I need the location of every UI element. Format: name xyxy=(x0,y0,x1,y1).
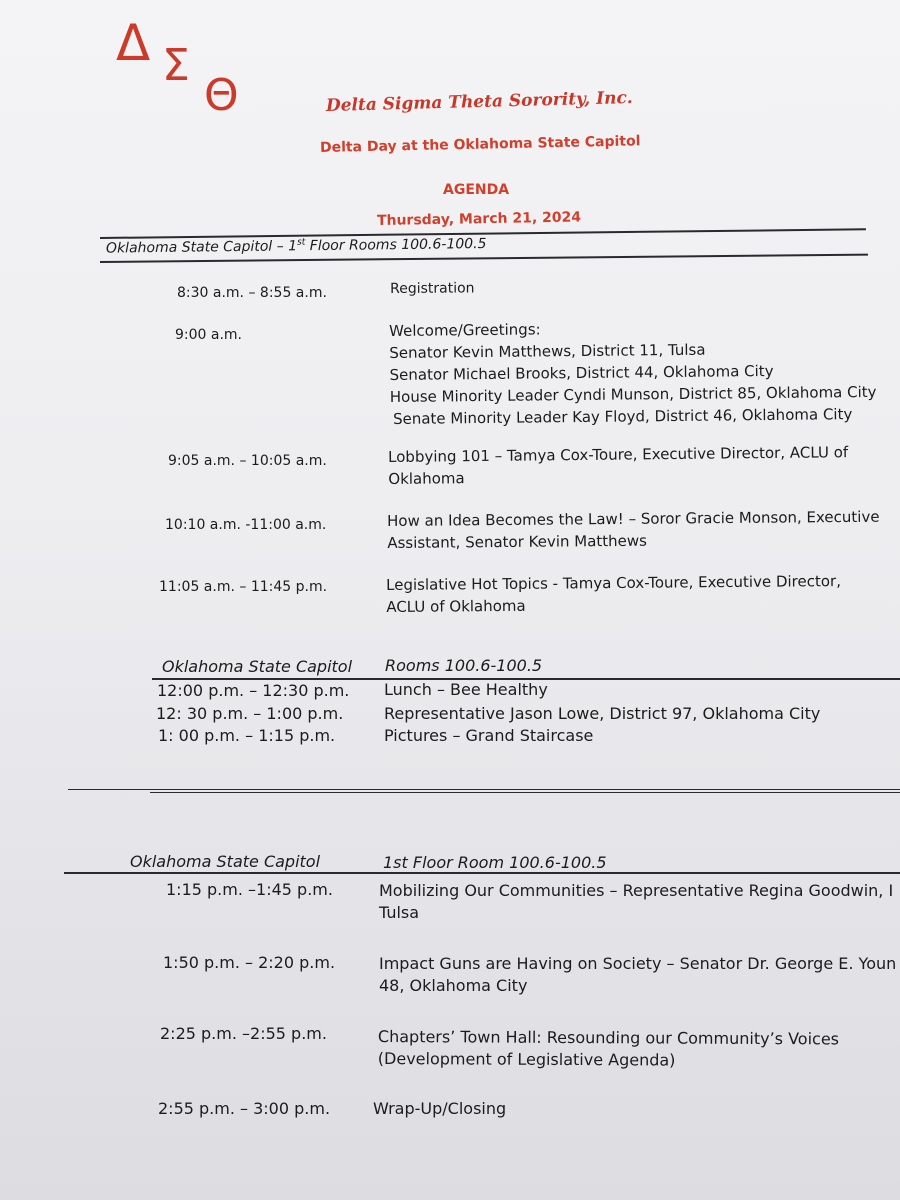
greek-letter-delta: Δ xyxy=(116,14,151,72)
section2-rooms: Rooms 100.6-100.5 xyxy=(385,656,543,675)
agenda-desc xyxy=(387,506,880,554)
agenda-label: AGENDA xyxy=(443,182,510,198)
location-prefix: Oklahoma State Capitol – 1 xyxy=(105,238,298,257)
agenda-line: Registration xyxy=(390,280,475,297)
agenda-line: House Minority Leader Cyndi Munson, District 85, Oklahoma City xyxy=(389,382,877,406)
agenda-time: 12:00 p.m. – 12:30 p.m. xyxy=(157,681,350,700)
agenda-time: 12: 30 p.m. – 1:00 p.m. xyxy=(156,704,344,723)
agenda-line: Chapters’ Town Hall: Resounding our Community’s Voices xyxy=(377,1027,840,1049)
agenda-line: Senate Minority Leader Kay Floyd, District 46, Oklahoma City xyxy=(392,405,853,428)
agenda-line: Senator Michael Brooks, District 44, Oklahoma City xyxy=(389,361,774,384)
agenda-desc: Pictures – Grand Staircase xyxy=(384,726,594,745)
agenda-desc xyxy=(388,441,848,490)
divider-line xyxy=(150,792,900,793)
agenda-line: Assistant, Senator Kevin Matthews xyxy=(387,531,648,552)
event-title: Delta Day at the Oklahoma State Capitol xyxy=(319,133,641,156)
agenda-line: Wrap-Up/Closing xyxy=(373,1099,507,1118)
agenda-time: 11:05 a.m. – 11:45 p.m. xyxy=(159,579,328,595)
agenda-line: Tulsa xyxy=(379,903,420,922)
agenda-time: 1:50 p.m. – 2:20 p.m. xyxy=(163,953,336,972)
greek-letter-sigma: Σ xyxy=(162,40,190,91)
agenda-time: 2:55 p.m. – 3:00 p.m. xyxy=(158,1099,331,1118)
agenda-desc xyxy=(386,570,841,618)
agenda-time: 9:05 a.m. – 10:05 a.m. xyxy=(168,453,327,469)
agenda-line: Lobbying 101 – Tamya Cox-Toure, Executive Director, ACLU of xyxy=(388,443,849,466)
agenda-line: Oklahoma xyxy=(388,469,465,488)
divider-line xyxy=(68,789,900,790)
section3-rooms: 1st Floor Room 100.6-100.5 xyxy=(383,853,607,872)
agenda-desc xyxy=(373,1098,506,1120)
agenda-desc xyxy=(379,953,900,997)
agenda-desc: Representative Jason Lowe, District 97, Oklahoma City xyxy=(384,704,821,723)
agenda-line: How an Idea Becomes the Law! – Soror Gracie Monson, Executive xyxy=(387,507,880,530)
agenda-desc xyxy=(389,315,877,430)
agenda-line: Mobilizing Our Communities – Representative Regina Goodwin, I xyxy=(379,881,894,900)
location-sup: st xyxy=(296,237,306,248)
agenda-time: 8:30 a.m. – 8:55 a.m. xyxy=(177,285,327,301)
greek-letter-theta: Θ xyxy=(204,70,239,121)
agenda-time: 2:25 p.m. –2:55 p.m. xyxy=(160,1024,327,1043)
agenda-time: 1: 00 p.m. – 1:15 p.m. xyxy=(158,726,336,745)
agenda-line: 48, Oklahoma City xyxy=(379,976,528,995)
agenda-time: 9:00 a.m. xyxy=(175,327,243,343)
organization-name: Delta Sigma Theta Sorority, Inc. xyxy=(325,87,633,116)
section3-location: Oklahoma State Capitol xyxy=(130,852,321,871)
agenda-date: Thursday, March 21, 2024 xyxy=(376,209,582,229)
agenda-line: (Development of Legislative Agenda) xyxy=(377,1048,676,1070)
agenda-desc: Lunch – Bee Healthy xyxy=(384,680,548,699)
agenda-desc xyxy=(390,277,475,300)
agenda-time: 1:15 p.m. –1:45 p.m. xyxy=(166,880,333,899)
agenda-desc xyxy=(378,1026,839,1072)
agenda-line: Welcome/Greetings: xyxy=(389,320,541,340)
agenda-line: Senator Kevin Matthews, District 11, Tulsa xyxy=(389,340,706,362)
location-suffix: Floor Rooms 100.6-100.5 xyxy=(305,236,487,255)
agenda-time: 10:10 a.m. -11:00 a.m. xyxy=(165,517,327,533)
divider-line xyxy=(64,872,900,874)
agenda-desc xyxy=(379,880,900,924)
agenda-line: ACLU of Oklahoma xyxy=(386,596,526,616)
agenda-line: Impact Guns are Having on Society – Senator Dr. George E. Youn xyxy=(379,954,897,973)
section2-location: Oklahoma State Capitol xyxy=(162,657,353,676)
section1-location xyxy=(106,235,487,256)
agenda-line: Legislative Hot Topics - Tamya Cox-Toure, Executive Director, xyxy=(386,572,842,594)
